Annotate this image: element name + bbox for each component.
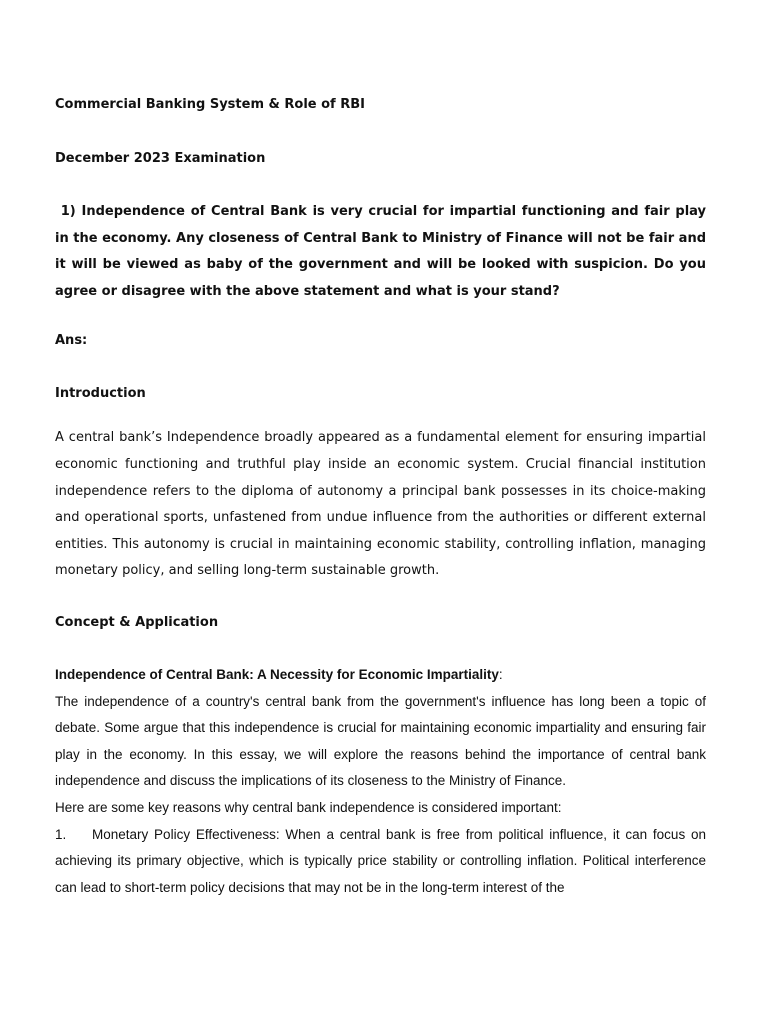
exam-heading: December 2023 Examination <box>55 151 266 166</box>
document-title: Commercial Banking System & Role of RBI <box>55 97 365 112</box>
introduction-paragraph: A central bank’s Independence broadly appeared as a fundamental element for ensuring impartial economic functioning and truthful play inside an economic system. Crucial financial institution independence refers to the diploma of autonomy a principal bank possesses in its choice-making and operational sports, unfastened from undue influence from the authorities or different external entities. This autonomy is crucial in maintaining economic stability, controlling inflation, managing monetary policy, and selling long-term sustainable growth. <box>55 430 706 579</box>
list-item-number: 1. <box>55 826 67 842</box>
list-item <box>55 822 706 902</box>
question-body: 1) Independence of Central Bank is very crucial for impartial functioning and fair play in the economy. Any closeness of Central Bank to Ministry of Finance will not be fair and it will be viewed as baby of the government and will be looked with suspicion. Do you agree or disagree with the above statement and what is your stand? <box>55 204 707 299</box>
answer-label: Ans: <box>55 333 88 349</box>
concept-heading: Concept & Application <box>55 614 219 630</box>
body-paragraph: The independence of a country's central bank from the government's influence has long been a topic of debate. Some argue that this independence is crucial for maintaining economic impartiality and ensuring fair play in the economy. In this essay, we will explore the reasons behind the importance of central bank independence and discuss the implications of its closeness to the Ministry of Finance. <box>55 693 706 789</box>
question-text <box>55 199 706 305</box>
section-subheading <box>55 662 706 689</box>
document-page <box>55 94 706 901</box>
subheading-bold-text: Independence of Central Bank: A Necessity for Economic Impartiality <box>55 666 499 682</box>
list-item-text: Monetary Policy Effectiveness: When a central bank is free from political influence, it can focus on achieving its primary objective, which is typically price stability or controlling inflation. Political interference can lead to short-term policy decisions that may not be in the long-term interest of the <box>55 826 706 895</box>
subheading-colon: : <box>498 666 503 682</box>
reasons-intro: Here are some key reasons why central bank independence is considered important: <box>55 799 562 815</box>
introduction-heading: Introduction <box>55 386 146 402</box>
